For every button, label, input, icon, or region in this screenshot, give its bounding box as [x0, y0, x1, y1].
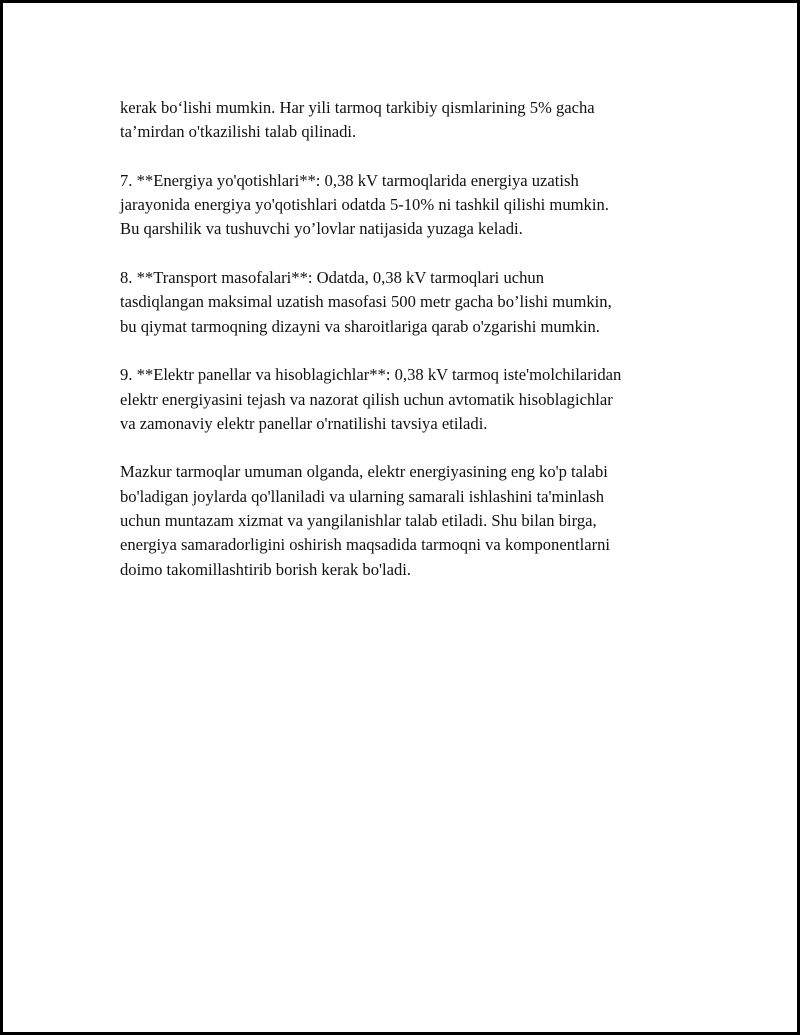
- text-line: doimo takomillashtirib borish kerak bo'ladi.: [120, 559, 412, 579]
- paragraph-item-9: [120, 363, 690, 436]
- text-line: bo'ladigan joylarda qo'llaniladi va ularning samarali ishlashini ta'minlash: [120, 486, 605, 506]
- text-line: bu qiymat tarmoqning dizayni va sharoitlariga qarab o'zgarishi mumkin.: [120, 316, 600, 336]
- paragraph-item-7: [120, 169, 690, 242]
- text-line: jarayonida energiya yo'qotishlari odatda 5-10% ni tashkil qilishi mumkin.: [120, 195, 609, 215]
- text-line: Bu qarshilik va tushuvchi yo’lovlar natijasida yuzaga keladi.: [120, 219, 523, 239]
- text-line: kerak bo‘lishi mumkin. Har yili tarmoq tarkibiy qismlarining 5% gacha: [120, 98, 595, 117]
- text-line: 9. **Elektr panellar va hisoblagichlar**: 0,38 kV tarmoq iste'molchilaridan: [120, 365, 622, 385]
- text-line: energiya samaradorligini oshirish maqsadida tarmoqni va komponentlarni: [120, 535, 611, 555]
- text-line: uchun muntazam xizmat va yangilanishlar talab etiladi. Shu bilan birga,: [120, 511, 597, 531]
- text-line: 8. **Transport masofalari**: Odatda, 0,38 kV tarmoqlari uchun: [120, 268, 544, 288]
- text-line: Mazkur tarmoqlar umuman olganda, elektr energiyasining eng ko'p talabi: [120, 462, 608, 482]
- paragraph-continuation: [120, 96, 690, 145]
- text-line: ta’mirdan o'tkazilishi talab qilinadi.: [120, 122, 357, 142]
- paragraph-conclusion: [120, 460, 690, 581]
- text-line: 7. **Energiya yo'qotishlari**: 0,38 kV tarmoqlarida energiya uzatish: [120, 170, 579, 190]
- document-body: [120, 96, 690, 606]
- text-line: elektr energiyasini tejash va nazorat qilish uchun avtomatik hisoblagichlar: [120, 389, 613, 409]
- text-line: tasdiqlangan maksimal uzatish masofasi 500 metr gacha bo’lishi mumkin,: [120, 292, 612, 312]
- paragraph-item-8: [120, 266, 690, 339]
- text-line: va zamonaviy elektr panellar o'rnatilishi tavsiya etiladi.: [120, 413, 488, 433]
